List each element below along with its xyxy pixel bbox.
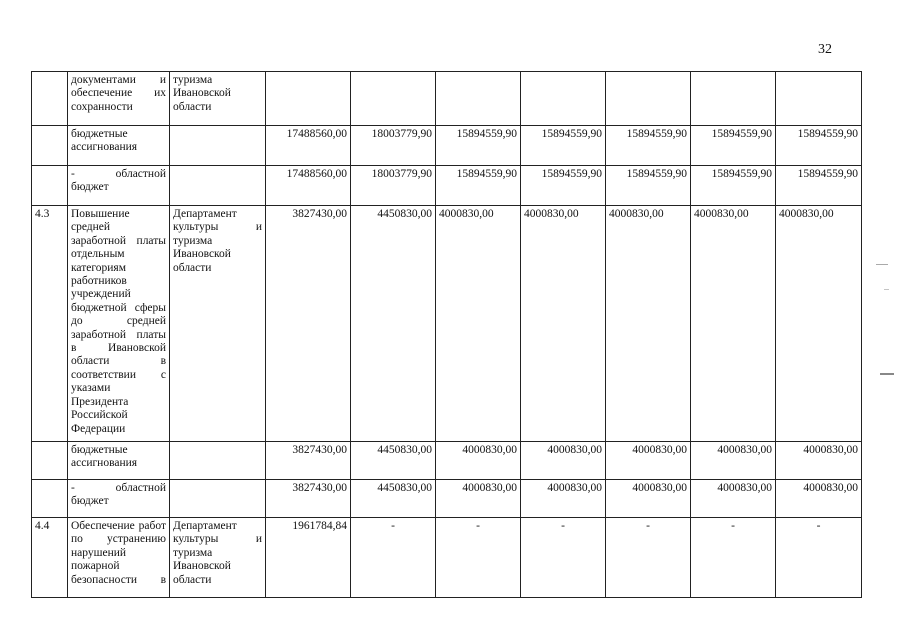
amount-cell — [521, 72, 606, 126]
text-line: пожарной — [71, 560, 120, 573]
amount-cell: 15894559,90 — [606, 126, 691, 166]
amount-cell: 15894559,90 — [521, 126, 606, 166]
amount-cell: 4000830,00 — [606, 206, 691, 442]
text-line: Президента — [71, 395, 129, 408]
table-row-continuation — [32, 72, 862, 126]
activity-name-cell — [68, 442, 170, 480]
text-line: категориям — [71, 261, 127, 274]
table-row-item — [32, 518, 862, 598]
text-line: учреждений — [71, 288, 131, 301]
amount-cell: 1961784,84 — [266, 518, 351, 598]
activity-name-cell — [68, 206, 170, 442]
amount-cell: - — [606, 518, 691, 598]
row-index — [32, 442, 68, 480]
text-line: Департамент — [173, 208, 237, 220]
text-line: Ивановской — [173, 248, 231, 261]
text-line: бюджет — [71, 495, 109, 508]
text-line: Обеспечение работ — [71, 520, 166, 532]
table-row-subrow — [32, 126, 862, 166]
text-line: бюджетные — [71, 128, 128, 140]
text-line: документами и — [71, 74, 166, 86]
executor-cell — [170, 518, 266, 598]
amount-cell — [436, 72, 521, 126]
amount-cell — [351, 72, 436, 126]
amount-cell: 4000830,00 — [776, 206, 862, 442]
text-line: Департамент — [173, 520, 237, 532]
amount-cell: 3827430,00 — [266, 480, 351, 518]
text-line: Федерации — [71, 422, 126, 435]
text-line: Российской — [71, 409, 128, 422]
amount-cell: 4000830,00 — [606, 442, 691, 480]
amount-cell: 18003779,90 — [351, 166, 436, 206]
row-index — [32, 480, 68, 518]
amount-cell: - — [691, 518, 776, 598]
row-index: 4.4 — [32, 518, 68, 598]
amount-cell: 4450830,00 — [351, 206, 436, 442]
amount-cell: 4450830,00 — [351, 442, 436, 480]
text-line: Повышение — [71, 208, 130, 220]
text-line: до средней — [71, 315, 166, 328]
amount-cell: 4000830,00 — [521, 480, 606, 518]
text-line: Ивановской — [173, 87, 231, 100]
amount-cell: - — [521, 518, 606, 598]
text-line: туризма — [173, 234, 213, 247]
amount-cell: 4000830,00 — [776, 480, 862, 518]
text-line: области — [173, 100, 212, 113]
text-line: области — [173, 573, 212, 586]
text-line: заработной платы — [71, 234, 166, 247]
amount-cell — [266, 72, 351, 126]
text-line: работников — [71, 275, 127, 288]
activity-name-cell — [68, 518, 170, 598]
amount-cell: 4000830,00 — [436, 480, 521, 518]
executor-cell — [170, 480, 266, 518]
executor-cell — [170, 166, 266, 206]
text-line: бюджетной сферы — [71, 301, 166, 314]
text-line: - областной — [71, 482, 166, 494]
executor-cell — [170, 72, 266, 126]
scan-mark — [876, 264, 888, 265]
text-line: по устранению — [71, 533, 166, 546]
amount-cell: 3827430,00 — [266, 442, 351, 480]
amount-cell: 15894559,90 — [606, 166, 691, 206]
amount-cell: 15894559,90 — [691, 166, 776, 206]
text-line: бюджетные — [71, 444, 128, 456]
text-line: туризма — [173, 74, 213, 86]
amount-cell: 17488560,00 — [266, 126, 351, 166]
amount-cell: 4000830,00 — [521, 442, 606, 480]
row-index: 4.3 — [32, 206, 68, 442]
text-line: области в — [71, 355, 166, 368]
table-row-item — [32, 206, 862, 442]
scan-mark — [884, 289, 889, 290]
text-line: обеспечение их — [71, 87, 166, 100]
amount-cell: 15894559,90 — [776, 166, 862, 206]
text-line: безопасности в — [71, 573, 166, 586]
amount-cell: 4000830,00 — [691, 206, 776, 442]
text-line: туризма — [173, 546, 213, 559]
activity-name-cell — [68, 126, 170, 166]
text-line: Ивановской — [173, 560, 231, 573]
text-line: культуры и — [173, 221, 262, 234]
text-line: ассигнования — [71, 457, 138, 470]
executor-cell — [170, 206, 266, 442]
amount-cell — [606, 72, 691, 126]
executor-cell — [170, 442, 266, 480]
activity-name-cell — [68, 480, 170, 518]
text-line: бюджет — [71, 181, 109, 194]
text-line: указами — [71, 382, 111, 395]
amount-cell: 18003779,90 — [351, 126, 436, 166]
table-row-subrow — [32, 166, 862, 206]
amount-cell: 15894559,90 — [776, 126, 862, 166]
text-line: отдельным — [71, 248, 125, 261]
amount-cell: 15894559,90 — [691, 126, 776, 166]
text-line: средней — [71, 221, 111, 234]
amount-cell: 4000830,00 — [776, 442, 862, 480]
amount-cell: - — [436, 518, 521, 598]
amount-cell: 15894559,90 — [521, 166, 606, 206]
amount-cell: 3827430,00 — [266, 206, 351, 442]
amount-cell: 4000830,00 — [691, 480, 776, 518]
row-index — [32, 166, 68, 206]
activity-name-cell — [68, 72, 170, 126]
amount-cell: 4000830,00 — [691, 442, 776, 480]
text-line: культуры и — [173, 533, 262, 546]
text-line: сохранности — [71, 100, 133, 113]
row-index — [32, 126, 68, 166]
text-line: соответствии с — [71, 368, 166, 381]
page-number: 32 — [818, 42, 832, 57]
row-index — [32, 72, 68, 126]
table-row-subrow — [32, 442, 862, 480]
table-row-subrow — [32, 480, 862, 518]
amount-cell: 4000830,00 — [521, 206, 606, 442]
amount-cell: 4000830,00 — [606, 480, 691, 518]
amount-cell: - — [776, 518, 862, 598]
text-line: нарушений — [71, 546, 127, 559]
amount-cell: 4000830,00 — [436, 442, 521, 480]
budget-table — [31, 71, 862, 598]
text-line: ассигнования — [71, 141, 138, 154]
amount-cell: 4000830,00 — [436, 206, 521, 442]
text-line: заработной платы — [71, 328, 166, 341]
amount-cell: 17488560,00 — [266, 166, 351, 206]
text-line: области — [173, 261, 212, 274]
activity-name-cell — [68, 166, 170, 206]
amount-cell: 15894559,90 — [436, 166, 521, 206]
amount-cell: - — [351, 518, 436, 598]
amount-cell: 15894559,90 — [436, 126, 521, 166]
executor-cell — [170, 126, 266, 166]
amount-cell — [691, 72, 776, 126]
amount-cell: 4450830,00 — [351, 480, 436, 518]
text-line: в Ивановской — [71, 342, 166, 355]
text-line: - областной — [71, 168, 166, 180]
amount-cell — [776, 72, 862, 126]
scan-mark — [880, 373, 894, 375]
